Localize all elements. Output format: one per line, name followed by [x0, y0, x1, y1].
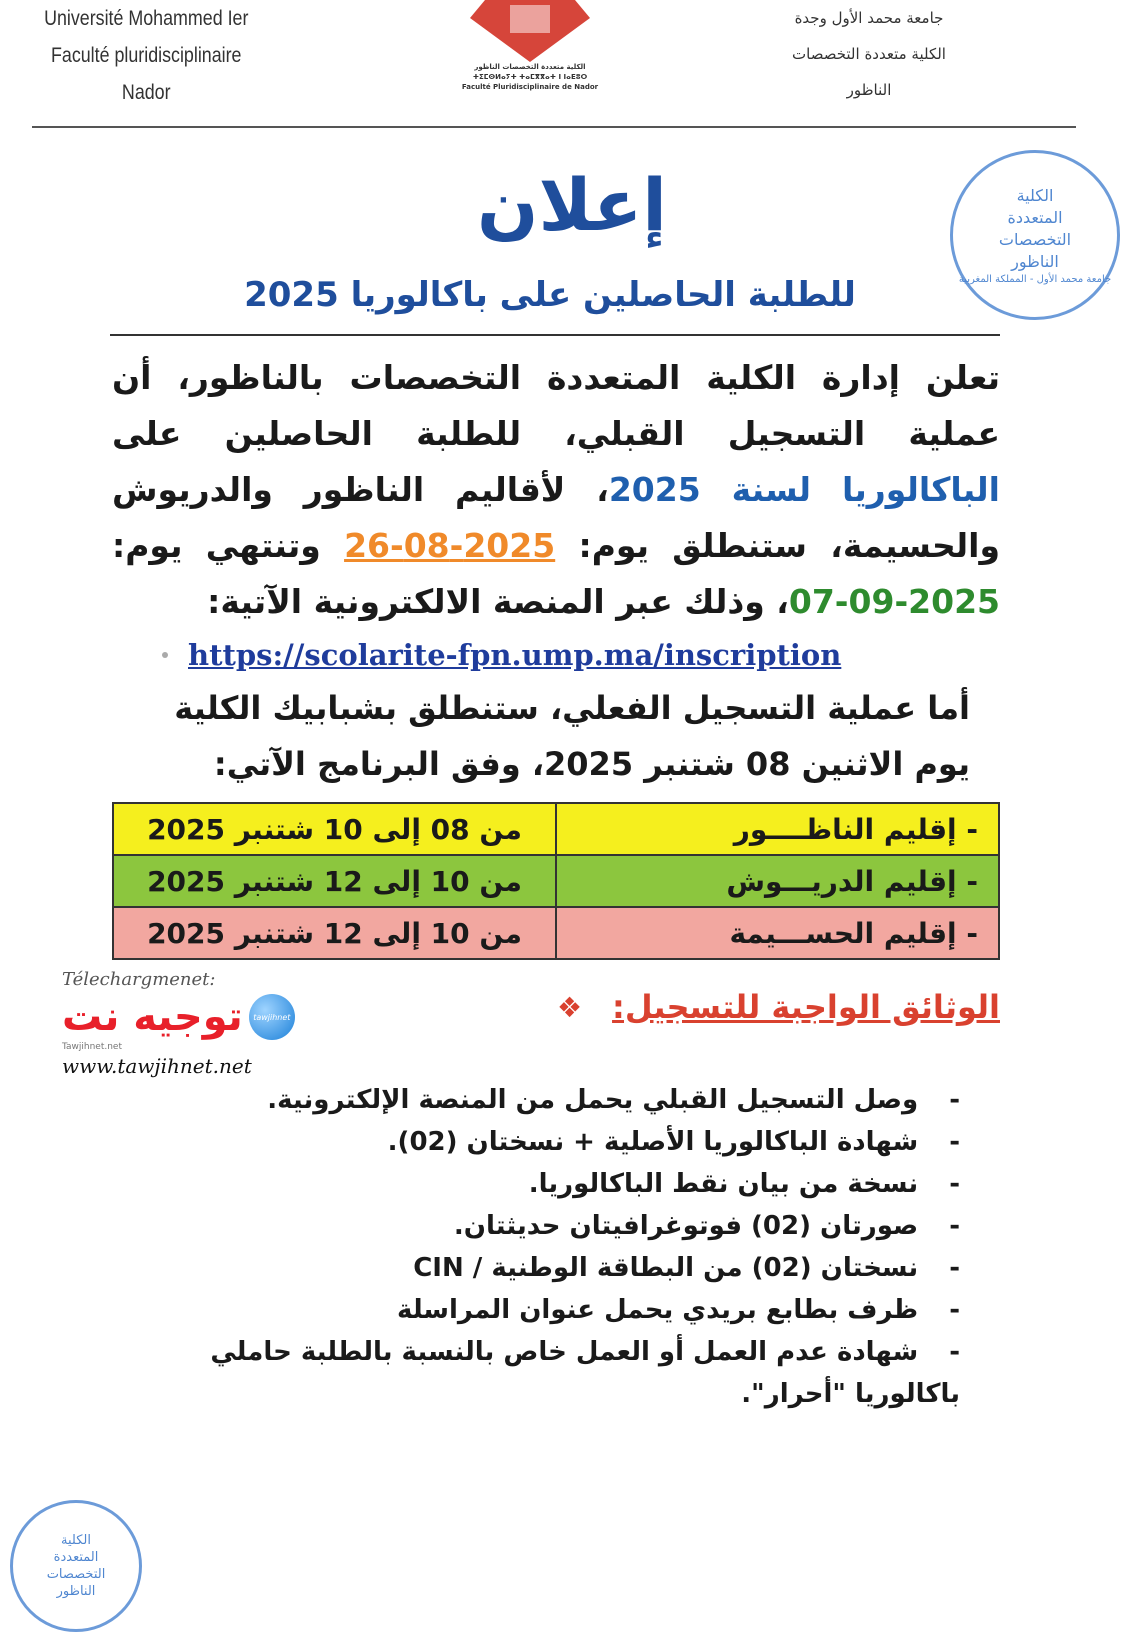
official-stamp [950, 150, 1120, 320]
watermark-brand-row [62, 992, 322, 1042]
page-title: إعلان [477, 163, 667, 247]
dates-cell: من 10 إلى 12 شتنبر 2025 [113, 907, 556, 959]
official-stamp-bottom [10, 1500, 142, 1632]
list-item: - نسختان (02) من البطاقة الوطنية / CIN [172, 1247, 960, 1289]
stamp-text: الكلية [61, 1533, 91, 1548]
watermark-label: Télechargmenet: [62, 969, 216, 990]
watermark [62, 968, 322, 1079]
logo-text-fr: Faculté Pluridisciplinaire de Nador [461, 83, 599, 91]
header-arabic [764, 0, 974, 108]
stamp-text: الناظور [56, 1584, 96, 1599]
main-content [62, 350, 1001, 1415]
bullet-icon [162, 652, 168, 658]
table-row [113, 855, 999, 907]
province-cell: - إقليم الحســـيمة [556, 907, 999, 959]
list-item: - صورتان (02) فوتوغرافيتان حديثتان. [172, 1205, 960, 1247]
faculty-name-ar: الكلية متعددة التخصصات [792, 45, 946, 63]
watermark-small: Tawjihnet.net [62, 1042, 122, 1052]
table-row [113, 907, 999, 959]
stamp-text: الكلية [1016, 185, 1054, 205]
university-name-ar: جامعة محمد الأول وجدة [794, 9, 944, 27]
faculty-logo [455, 0, 605, 92]
faculty-name-fr: Faculté pluridisciplinaire [50, 44, 242, 67]
table-row [113, 803, 999, 855]
watermark-ball-icon: tawjihnet [249, 994, 295, 1040]
logo-emblem-icon [465, 0, 595, 62]
announcement-p2: ، لأقاليم الناظور والدريوش والحسيمة، ستنطلق يوم: [112, 470, 1001, 565]
documents-heading [557, 988, 1000, 1026]
province-cell: - إقليم الناظــــور [556, 803, 999, 855]
documents-list [112, 1079, 1000, 1415]
logo-text-tifinagh: ⵜⵉⵎⵙⵍⴰⵢⵜ ⵜⴰⵎⴳⴳⴰⵜ ⵏ ⵏⴰⴹⵓⵔ [472, 73, 588, 81]
dates-cell: من 08 إلى 10 شتنبر 2025 [113, 803, 556, 855]
bac-year: الباكالوريا لسنة 2025 [608, 470, 1000, 509]
stamp-text: التخصصات [46, 1567, 106, 1582]
link-row [112, 630, 1000, 680]
list-item: - ظرف بطابع بريدي يحمل عنوان المراسلة [172, 1289, 960, 1331]
stamp-text: المتعددة [53, 1550, 99, 1565]
province-cell: - إقليم الدريـــوش [556, 855, 999, 907]
logo-text-ar: الكلية متعددة التخصصات الناظور [474, 63, 586, 71]
announcement-text [112, 350, 1000, 630]
end-date: 2025-09-07 [788, 582, 1000, 621]
city-name-ar: الناظور [846, 81, 892, 99]
announcement-p4: ، وذلك عبر المنصة الالكترونية الآتية: [207, 582, 789, 621]
dates-cell: من 10 إلى 12 شتنبر 2025 [113, 855, 556, 907]
city-name-fr: Nador [121, 81, 171, 104]
header-divider [32, 126, 1076, 128]
stamp-text: المتعددة [1007, 207, 1063, 227]
list-item: - نسخة من بيان نقط الباكالوريا. [172, 1163, 960, 1205]
watermark-and-docs-title [62, 968, 1000, 1079]
registration-link[interactable]: https://scolarite-fpn.ump.ma/inscription [188, 638, 842, 672]
stamp-ring-text: جامعة محمد الأول - المملكة المغربية [958, 273, 1112, 285]
university-name-fr: Université Mohammed Ier [44, 7, 249, 30]
start-date: 2025-08-26 [344, 526, 556, 565]
watermark-url: www.tawjihnet.net [62, 1054, 252, 1078]
stamp-text: التخصصات [998, 229, 1072, 249]
announcement-p1: تعلن إدارة الكلية المتعددة التخصصات بالناظور، أن عملية التسجيل القبلي، للطلبة الحاصلين على [112, 358, 1000, 453]
list-item: - شهادة الباكالوريا الأصلية + نسختان (02). [172, 1121, 960, 1163]
stamp-text: الناظور [1011, 251, 1059, 271]
announcement-p3: وتنتهي يوم: [112, 526, 321, 565]
list-item: - وصل التسجيل القبلي يحمل من المنصة الإلكترونية. [172, 1079, 960, 1121]
schedule-table [112, 802, 1000, 960]
watermark-brand: توجيه نت [62, 994, 243, 1040]
list-item: - شهادة عدم العمل أو العمل خاص بالنسبة بالطلبة حاملي باكالوريا "أحرار". [172, 1331, 960, 1415]
announcement-p5: أما عملية التسجيل الفعلي، ستنطلق بشبابيك الكلية يوم الاثنين 08 شتنبر 2025، وفق البرنامج الآتي: [174, 689, 970, 783]
documents-title: الوثائق الواجبة للتسجيل: [612, 988, 1000, 1026]
header-french [40, 0, 253, 111]
diamond-bullet-icon: ❖ [556, 990, 583, 1024]
page-subtitle: للطلبة الحاصلين على باكالوريا 2025 [244, 275, 856, 315]
title-divider [110, 334, 1000, 336]
